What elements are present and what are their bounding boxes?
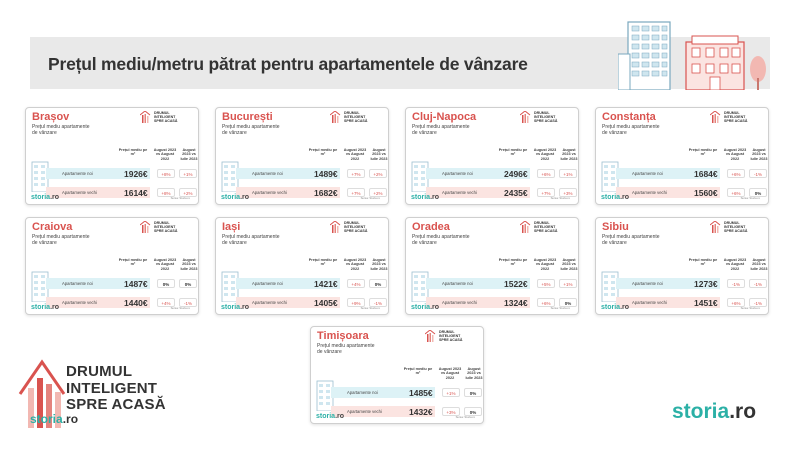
col-header-iulie: August 2023 vs Iulie 2023 <box>560 148 578 161</box>
row-new-apartments <box>616 278 720 289</box>
col-header-iulie: August 2023 vs Iulie 2023 <box>465 367 483 380</box>
change-new-iulie: 0% <box>464 388 482 397</box>
card-subtitle: Prețul mediu apartamente de vânzare <box>412 234 470 246</box>
price-old: 1405€ <box>314 298 338 308</box>
row-new-apartments <box>46 168 150 179</box>
change-old-iulie: -1% <box>369 298 387 307</box>
card-subtitle: Prețul mediu apartamente de vânzare <box>602 234 660 246</box>
city-name: Timișoara <box>317 330 369 342</box>
city-name: Craiova <box>32 221 73 233</box>
col-header-august: August 2023 vs August 2022 <box>533 148 557 161</box>
card-subtitle: Prețul mediu apartamente de vânzare <box>412 124 470 136</box>
change-old-august: +6% <box>727 298 745 307</box>
price-old: 2435€ <box>504 188 528 198</box>
card-storia-word: storia <box>411 304 431 311</box>
change-old-iulie: 0% <box>464 407 482 416</box>
row-old-apartments <box>616 297 720 308</box>
price-new: 1485€ <box>409 388 433 398</box>
change-old-iulie: 0% <box>749 188 767 197</box>
row-new-apartments <box>236 168 340 179</box>
col-header-iulie: August 2023 vs Iulie 2023 <box>750 148 768 161</box>
brand-name <box>66 364 166 414</box>
change-new-iulie: 0% <box>179 279 197 288</box>
change-new-august: +6% <box>727 169 745 178</box>
row-label-new: Apartamente noi <box>62 171 93 176</box>
col-header-august: August 2023 vs August 2022 <box>533 258 557 271</box>
city-card <box>595 217 769 315</box>
row-old-apartments <box>46 187 150 198</box>
card-source: Sursa: Storia.ro <box>550 306 570 310</box>
price-new: 1421€ <box>314 279 338 289</box>
row-old-apartments <box>426 187 530 198</box>
row-label-new: Apartamente noi <box>632 281 663 286</box>
card-storia-word: storia <box>316 413 336 420</box>
mini-logo-icon <box>140 111 152 123</box>
row-new-apartments <box>46 278 150 289</box>
card-storia-suffix: .ro <box>430 194 440 201</box>
col-header-iulie: August 2023 vs Iulie 2023 <box>180 258 198 271</box>
mini-logo-text: DRUMUL INTELIGENT SPRE ACASĂ <box>534 221 558 233</box>
mini-logo-text: DRUMUL INTELIGENT SPRE ACASĂ <box>724 111 748 123</box>
col-header-price: Prețul mediu pe m² <box>118 258 148 267</box>
card-storia-logo <box>221 304 249 311</box>
col-header-august: August 2023 vs August 2022 <box>153 258 177 271</box>
mini-brand-logo <box>140 221 184 235</box>
row-new-apartments <box>331 387 435 398</box>
card-storia-logo <box>411 304 439 311</box>
city-name: Constanța <box>602 111 656 123</box>
card-storia-logo <box>411 194 439 201</box>
row-old-apartments <box>426 297 530 308</box>
mini-brand-logo <box>425 330 469 344</box>
card-storia-suffix: .ro <box>335 413 345 420</box>
card-subtitle: Prețul mediu apartamente de vânzare <box>32 234 90 246</box>
city-card <box>405 107 579 205</box>
card-storia-logo <box>601 304 629 311</box>
card-source: Sursa: Storia.ro <box>740 196 760 200</box>
change-old-august: +7% <box>347 188 365 197</box>
card-storia-suffix: .ro <box>240 194 250 201</box>
row-old-apartments <box>236 297 340 308</box>
row-new-apartments <box>426 168 530 179</box>
mini-logo-icon <box>710 111 722 123</box>
mini-logo-icon <box>330 221 342 233</box>
card-storia-suffix: .ro <box>620 194 630 201</box>
change-new-august: +6% <box>537 169 555 178</box>
page-title: Prețul mediu/metru pătrat pentru apartamentele de vânzare <box>48 54 528 74</box>
card-storia-suffix: .ro <box>430 304 440 311</box>
col-header-price: Prețul mediu pe m² <box>308 148 338 157</box>
city-card <box>215 217 389 315</box>
city-card <box>405 217 579 315</box>
city-card <box>25 107 199 205</box>
change-old-august: +8% <box>157 188 175 197</box>
col-header-price: Prețul mediu pe m² <box>688 258 718 267</box>
card-storia-suffix: .ro <box>620 304 630 311</box>
card-storia-suffix: .ro <box>240 304 250 311</box>
row-new-apartments <box>236 278 340 289</box>
mini-brand-logo <box>710 221 754 235</box>
card-source: Sursa: Storia.ro <box>170 306 190 310</box>
mini-logo-text: DRUMUL INTELIGENT SPRE ACASĂ <box>534 111 558 123</box>
col-header-price: Prețul mediu pe m² <box>403 367 433 376</box>
col-header-iulie: August 2023 vs Iulie 2023 <box>370 258 388 271</box>
change-new-august: +1% <box>442 388 460 397</box>
row-label-new: Apartamente noi <box>252 171 283 176</box>
change-old-august: +6% <box>537 298 555 307</box>
row-label-old: Apartamente vechi <box>252 190 287 195</box>
mini-logo-text: DRUMUL INTELIGENT SPRE ACASĂ <box>154 221 178 233</box>
row-old-apartments <box>331 406 435 417</box>
row-label-old: Apartamente vechi <box>442 300 477 305</box>
change-new-iulie: +1% <box>559 169 577 178</box>
city-card <box>595 107 769 205</box>
city-name: Brașov <box>32 111 70 123</box>
card-storia-word: storia <box>411 194 431 201</box>
mini-logo-text: DRUMUL INTELIGENT SPRE ACASĂ <box>724 221 748 233</box>
price-new: 1522€ <box>504 279 528 289</box>
mini-logo-text: DRUMUL INTELIGENT SPRE ACASĂ <box>154 111 178 123</box>
price-old: 1440€ <box>124 298 148 308</box>
card-subtitle: Prețul mediu apartamente de vânzare <box>222 234 280 246</box>
card-subtitle: Prețul mediu apartamente de vânzare <box>602 124 660 136</box>
change-new-iulie: -1% <box>749 279 767 288</box>
card-storia-word: storia <box>601 194 621 201</box>
col-header-august: August 2023 vs August 2022 <box>438 367 462 380</box>
change-old-august: +9% <box>347 298 365 307</box>
price-new: 1684€ <box>694 169 718 179</box>
mini-logo-icon <box>520 111 532 123</box>
mini-brand-logo <box>520 221 564 235</box>
mini-brand-logo <box>140 111 184 125</box>
row-label-old: Apartamente vechi <box>442 190 477 195</box>
brand-storia-suffix: .ro <box>62 412 79 426</box>
col-header-august: August 2023 vs August 2022 <box>343 148 367 161</box>
card-subtitle: Prețul mediu apartamente de vânzare <box>32 124 90 136</box>
card-source: Sursa: Storia.ro <box>550 196 570 200</box>
change-new-august: -1% <box>727 279 745 288</box>
price-old: 1451€ <box>694 298 718 308</box>
row-label-new: Apartamente noi <box>442 281 473 286</box>
change-new-iulie: -1% <box>749 169 767 178</box>
price-old: 1614€ <box>124 188 148 198</box>
card-source: Sursa: Storia.ro <box>360 196 380 200</box>
row-label-old: Apartamente vechi <box>252 300 287 305</box>
change-old-august: +6% <box>727 188 745 197</box>
mini-logo-text: DRUMUL INTELIGENT SPRE ACASĂ <box>439 330 463 342</box>
card-storia-logo <box>601 194 629 201</box>
row-old-apartments <box>46 297 150 308</box>
row-label-old: Apartamente vechi <box>632 190 667 195</box>
card-storia-word: storia <box>601 304 621 311</box>
card-storia-word: storia <box>221 304 241 311</box>
mini-brand-logo <box>330 221 374 235</box>
col-header-august: August 2023 vs August 2022 <box>153 148 177 161</box>
price-new: 2496€ <box>504 169 528 179</box>
price-new: 1489€ <box>314 169 338 179</box>
change-new-august: +5% <box>537 279 555 288</box>
city-name: Oradea <box>412 221 450 233</box>
change-new-iulie: +2% <box>369 169 387 178</box>
card-subtitle: Prețul mediu apartamente de vânzare <box>317 343 375 355</box>
mini-brand-logo <box>330 111 374 125</box>
mini-logo-text: DRUMUL INTELIGENT SPRE ACASĂ <box>344 111 368 123</box>
change-old-iulie: -1% <box>749 298 767 307</box>
row-old-apartments <box>236 187 340 198</box>
card-source: Sursa: Storia.ro <box>170 196 190 200</box>
change-old-iulie: 0% <box>559 298 577 307</box>
card-storia-suffix: .ro <box>50 304 60 311</box>
brand-storia-logo <box>30 412 78 426</box>
change-new-august: 0% <box>157 279 175 288</box>
card-source: Sursa: Storia.ro <box>740 306 760 310</box>
row-new-apartments <box>616 168 720 179</box>
storia-word: storia <box>672 400 730 423</box>
mini-logo-icon <box>710 221 722 233</box>
row-label-new: Apartamente noi <box>442 171 473 176</box>
brand-storia-word: storia <box>30 412 63 426</box>
storia-suffix: .ro <box>729 400 757 423</box>
city-card <box>25 217 199 315</box>
change-old-iulie: +3% <box>559 188 577 197</box>
col-header-iulie: August 2023 vs Iulie 2023 <box>560 258 578 271</box>
card-storia-logo <box>316 413 344 420</box>
price-old: 1432€ <box>409 407 433 417</box>
city-name: Sibiu <box>602 221 629 233</box>
col-header-price: Prețul mediu pe m² <box>498 258 528 267</box>
card-storia-logo <box>31 304 59 311</box>
change-new-august: +7% <box>347 169 365 178</box>
brand-line-3: SPRE ACASĂ <box>66 396 166 413</box>
col-header-price: Prețul mediu pe m² <box>498 148 528 157</box>
mini-brand-logo <box>520 111 564 125</box>
card-storia-word: storia <box>31 304 51 311</box>
change-old-august: +7% <box>537 188 555 197</box>
city-card <box>310 326 484 424</box>
col-header-august: August 2023 vs August 2022 <box>723 148 747 161</box>
brand-line-2: INTELIGENT <box>66 379 158 397</box>
mini-logo-text: DRUMUL INTELIGENT SPRE ACASĂ <box>344 221 368 233</box>
buildings-illustration <box>618 14 768 90</box>
card-source: Sursa: Storia.ro <box>455 415 475 419</box>
change-old-iulie: +2% <box>179 188 197 197</box>
col-header-price: Prețul mediu pe m² <box>118 148 148 157</box>
mini-logo-icon <box>140 221 152 233</box>
city-card <box>215 107 389 205</box>
mini-logo-icon <box>425 330 437 342</box>
change-old-august: +3% <box>442 407 460 416</box>
price-new: 1487€ <box>124 279 148 289</box>
row-label-old: Apartamente vechi <box>62 300 97 305</box>
col-header-iulie: August 2023 vs Iulie 2023 <box>370 148 388 161</box>
card-storia-suffix: .ro <box>50 194 60 201</box>
row-old-apartments <box>616 187 720 198</box>
change-old-iulie: -1% <box>179 298 197 307</box>
card-storia-logo <box>31 194 59 201</box>
card-storia-word: storia <box>221 194 241 201</box>
row-label-new: Apartamente noi <box>252 281 283 286</box>
row-label-new: Apartamente noi <box>347 390 378 395</box>
change-old-iulie: +2% <box>369 188 387 197</box>
price-new: 1926€ <box>124 169 148 179</box>
card-source: Sursa: Storia.ro <box>360 306 380 310</box>
col-header-price: Prețul mediu pe m² <box>308 258 338 267</box>
price-old: 1682€ <box>314 188 338 198</box>
row-label-old: Apartamente vechi <box>347 409 382 414</box>
row-label-new: Apartamente noi <box>62 281 93 286</box>
change-new-iulie: +1% <box>559 279 577 288</box>
change-new-august: +8% <box>157 169 175 178</box>
change-old-august: +4% <box>157 298 175 307</box>
price-new: 1273€ <box>694 279 718 289</box>
row-label-new: Apartamente noi <box>632 171 663 176</box>
storia-logo <box>672 400 756 424</box>
col-header-august: August 2023 vs August 2022 <box>723 258 747 271</box>
card-subtitle: Prețul mediu apartamente de vânzare <box>222 124 280 136</box>
mini-logo-icon <box>520 221 532 233</box>
card-storia-word: storia <box>31 194 51 201</box>
city-name: Cluj-Napoca <box>412 111 477 123</box>
row-label-old: Apartamente vechi <box>62 190 97 195</box>
mini-logo-icon <box>330 111 342 123</box>
change-new-august: +4% <box>347 279 365 288</box>
city-name: București <box>222 111 273 123</box>
col-header-iulie: August 2023 vs Iulie 2023 <box>750 258 768 271</box>
city-name: Iași <box>222 221 241 233</box>
row-new-apartments <box>426 278 530 289</box>
col-header-iulie: August 2023 vs Iulie 2023 <box>180 148 198 161</box>
brand-line-1: DRUMUL <box>66 363 133 380</box>
col-header-price: Prețul mediu pe m² <box>688 148 718 157</box>
price-old: 1560€ <box>694 188 718 198</box>
price-old: 1324€ <box>504 298 528 308</box>
row-label-old: Apartamente vechi <box>632 300 667 305</box>
change-new-iulie: +1% <box>179 169 197 178</box>
card-storia-logo <box>221 194 249 201</box>
change-new-iulie: 0% <box>369 279 387 288</box>
col-header-august: August 2023 vs August 2022 <box>343 258 367 271</box>
mini-brand-logo <box>710 111 754 125</box>
